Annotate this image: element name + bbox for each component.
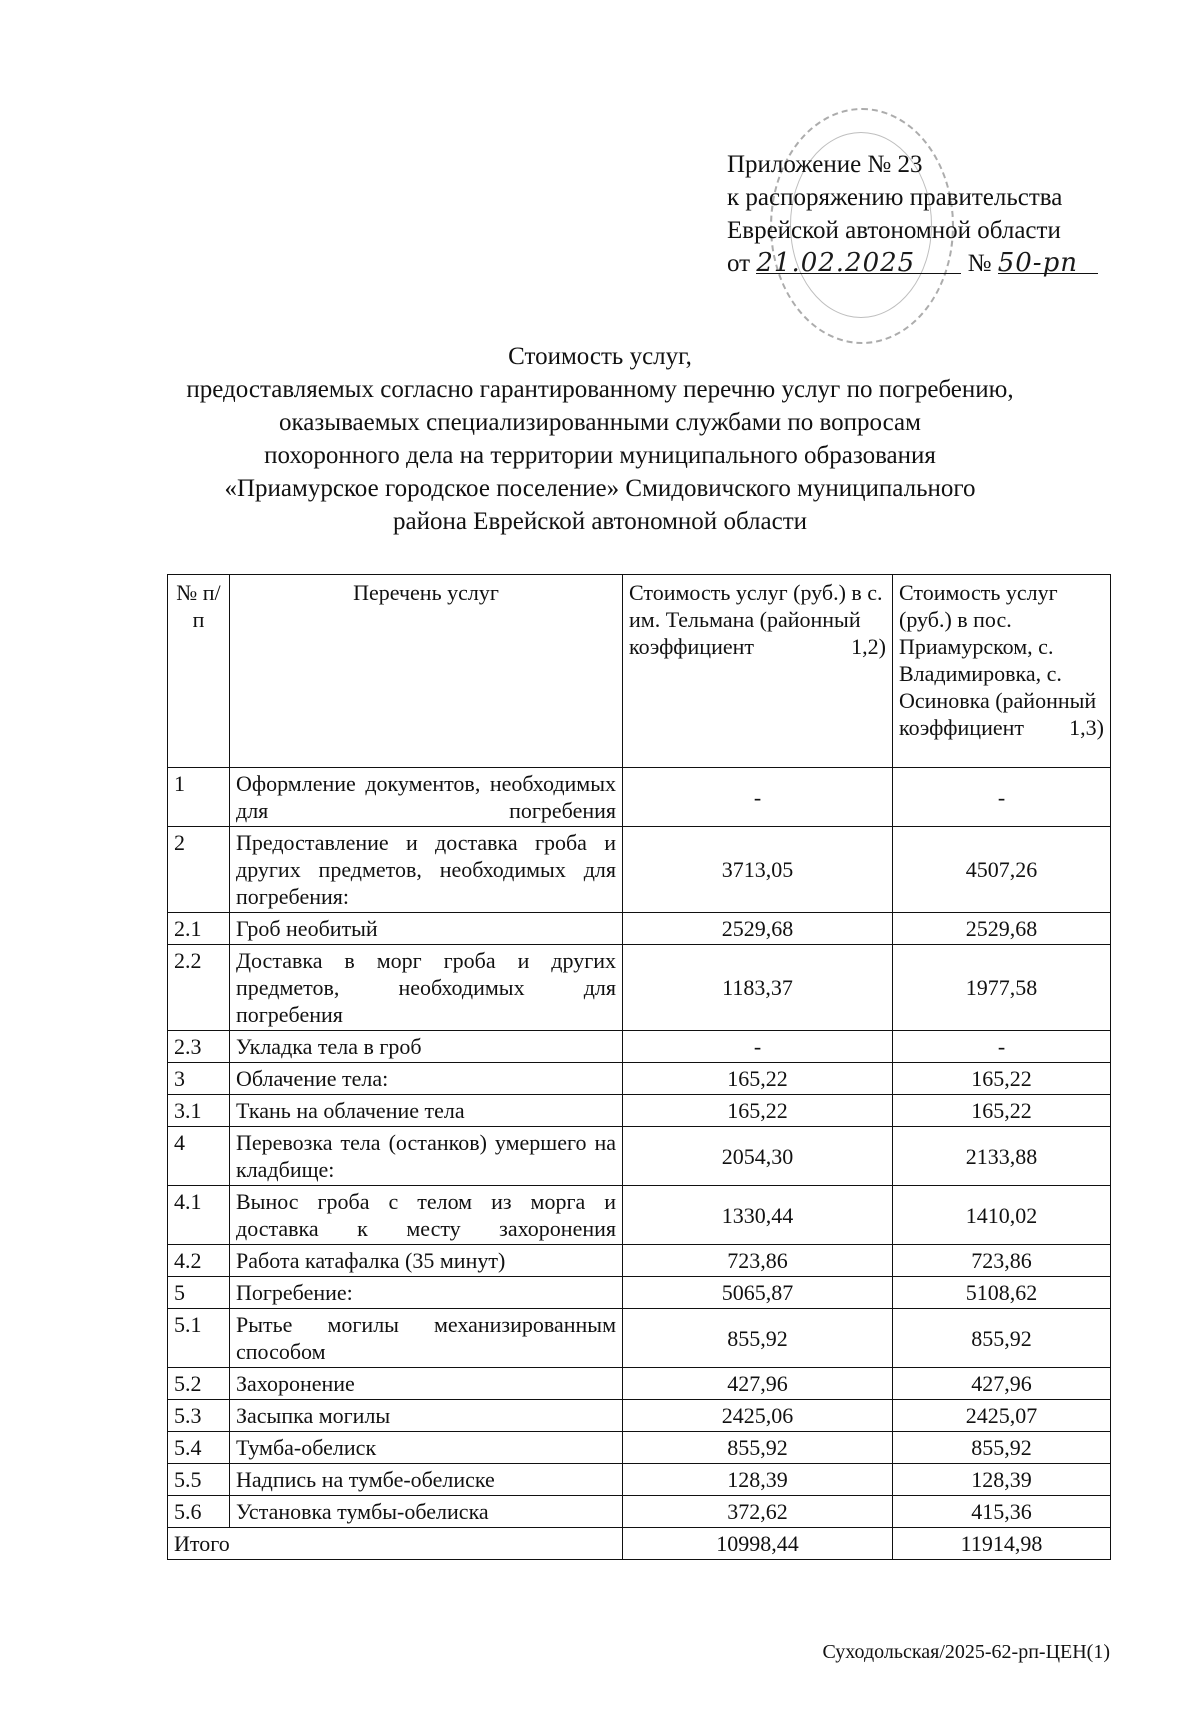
table-row [168,1245,1111,1277]
number-handwritten: 50-рп [997,248,1078,278]
total-cost-telmana: 10998,44 [623,1528,893,1560]
document-title [100,340,1100,538]
appendix-date-line [727,247,1127,280]
row-cost-priamurskoe: 4507,26 [893,827,1111,913]
appendix-line-3: Еврейской автономной области [727,217,1061,244]
row-service: Работа катафалка (35 минут) [230,1245,623,1277]
row-service: Засыпка могилы [230,1400,623,1432]
row-service: Перевозка тела (останков) умершего на кладбище: [230,1127,623,1186]
table-row [168,1031,1111,1063]
number-prefix: № [967,250,992,277]
row-service: Погребение: [230,1277,623,1309]
row-cost-priamurskoe: - [893,768,1111,827]
row-num: 5.2 [168,1368,230,1400]
row-cost-telmana: 855,92 [623,1432,893,1464]
row-service: Вынос гроба с телом из морга и доставка к месту захоронения [230,1186,623,1245]
row-num: 2.3 [168,1031,230,1063]
table-row [168,1127,1111,1186]
table-row [168,945,1111,1031]
date-handwritten: 21.02.2025 [756,248,916,278]
row-cost-telmana: 5065,87 [623,1277,893,1309]
row-service: Захоронение [230,1368,623,1400]
row-cost-priamurskoe: 165,22 [893,1095,1111,1127]
row-cost-priamurskoe: 2529,68 [893,913,1111,945]
row-service: Облачение тела: [230,1063,623,1095]
row-service: Тумба-обелиск [230,1432,623,1464]
title-line-1: Стоимость услуг, [508,343,692,370]
table-row [168,1277,1111,1309]
row-cost-telmana: - [623,1031,893,1063]
table-body [168,768,1111,1560]
table-row [168,827,1111,913]
row-num: 2.2 [168,945,230,1031]
row-cost-telmana: 372,62 [623,1496,893,1528]
row-num: 4.2 [168,1245,230,1277]
row-cost-priamurskoe: 2133,88 [893,1127,1111,1186]
row-num: 3.1 [168,1095,230,1127]
row-cost-telmana: 3713,05 [623,827,893,913]
row-cost-telmana: 427,96 [623,1368,893,1400]
table-row [168,1496,1111,1528]
row-cost-priamurskoe: 427,96 [893,1368,1111,1400]
total-cost-priamurskoe: 11914,98 [893,1528,1111,1560]
table-row [168,1186,1111,1245]
row-cost-telmana: 855,92 [623,1309,893,1368]
row-cost-priamurskoe: 855,92 [893,1432,1111,1464]
row-cost-priamurskoe: 415,36 [893,1496,1111,1528]
appendix-line-1: Приложение № 23 [727,151,923,178]
row-num: 2 [168,827,230,913]
title-line-6: района Еврейской автономной области [392,508,808,535]
row-num: 5 [168,1277,230,1309]
row-cost-priamurskoe: - [893,1031,1111,1063]
table-row [168,1368,1111,1400]
title-line-4: похоронного дела на территории муниципального образования [264,442,936,469]
row-cost-telmana: 1183,37 [623,945,893,1031]
row-cost-telmana: 2425,06 [623,1400,893,1432]
row-cost-priamurskoe: 855,92 [893,1309,1111,1368]
title-line-3: оказываемых специализированными службами по вопросам [279,409,921,436]
services-cost-table [167,574,1111,1560]
row-cost-priamurskoe: 1410,02 [893,1186,1111,1245]
row-cost-priamurskoe: 165,22 [893,1063,1111,1095]
row-num: 3 [168,1063,230,1095]
row-num: 5.1 [168,1309,230,1368]
row-service: Укладка тела в гроб [230,1031,623,1063]
title-line-5: «Приамурское городское поселение» Смидовичского муниципального [224,475,976,502]
total-label: Итого [168,1528,623,1560]
table-header-row [168,575,1111,768]
table-row [168,768,1111,827]
date-prefix: от [727,250,751,277]
row-num: 1 [168,768,230,827]
table-total-row [168,1528,1111,1560]
row-cost-telmana: 2529,68 [623,913,893,945]
row-service: Гроб необитый [230,913,623,945]
table-row [168,1063,1111,1095]
table-row [168,1464,1111,1496]
table-row [168,1309,1111,1368]
row-cost-telmana: 165,22 [623,1063,893,1095]
header-service: Перечень услуг [230,575,623,768]
row-cost-telmana: 1330,44 [623,1186,893,1245]
row-service: Установка тумбы-обелиска [230,1496,623,1528]
row-num: 5.3 [168,1400,230,1432]
table-row [168,913,1111,945]
appendix-line-2: к распоряжению правительства [727,184,1063,211]
header-num: № п/п [168,575,230,768]
row-num: 2.1 [168,913,230,945]
table-row [168,1432,1111,1464]
row-cost-priamurskoe: 5108,62 [893,1277,1111,1309]
row-cost-priamurskoe: 723,86 [893,1245,1111,1277]
row-cost-priamurskoe: 1977,58 [893,945,1111,1031]
row-service: Рытье могилы механизированным способом [230,1309,623,1368]
row-service: Ткань на облачение тела [230,1095,623,1127]
appendix-block [727,148,1127,280]
header-cost-telmana: Стоимость услуг (руб.) в с. им. Тельмана (районный коэффициент 1,2) [623,575,893,768]
number-field [997,247,1098,278]
row-service: Доставка в морг гроба и других предметов, необходимых для погребения [230,945,623,1031]
row-service: Оформление документов, необходимых для погребения [230,768,623,827]
row-cost-telmana: - [623,768,893,827]
row-cost-priamurskoe: 2425,07 [893,1400,1111,1432]
table-row [168,1400,1111,1432]
date-field [756,247,961,278]
row-service: Предоставление и доставка гроба и других предметов, необходимых для погребения: [230,827,623,913]
row-num: 5.4 [168,1432,230,1464]
table-row [168,1095,1111,1127]
title-line-2: предоставляемых согласно гарантированному перечню услуг по погребению, [186,376,1014,403]
row-service: Надпись на тумбе-обелиске [230,1464,623,1496]
row-cost-telmana: 2054,30 [623,1127,893,1186]
row-cost-priamurskoe: 128,39 [893,1464,1111,1496]
row-num: 4 [168,1127,230,1186]
row-num: 5.6 [168,1496,230,1528]
row-cost-telmana: 723,86 [623,1245,893,1277]
header-cost-priamurskoe: Стоимость услуг (руб.) в пос. Приамурском, с. Владимировка, с. Осиновка (районный коэффициент 1,3) [893,575,1111,768]
row-cost-telmana: 128,39 [623,1464,893,1496]
row-cost-telmana: 165,22 [623,1095,893,1127]
row-num: 4.1 [168,1186,230,1245]
row-num: 5.5 [168,1464,230,1496]
document-code: Суходольская/2025-62-рп-ЦЕН(1) [822,1641,1110,1663]
